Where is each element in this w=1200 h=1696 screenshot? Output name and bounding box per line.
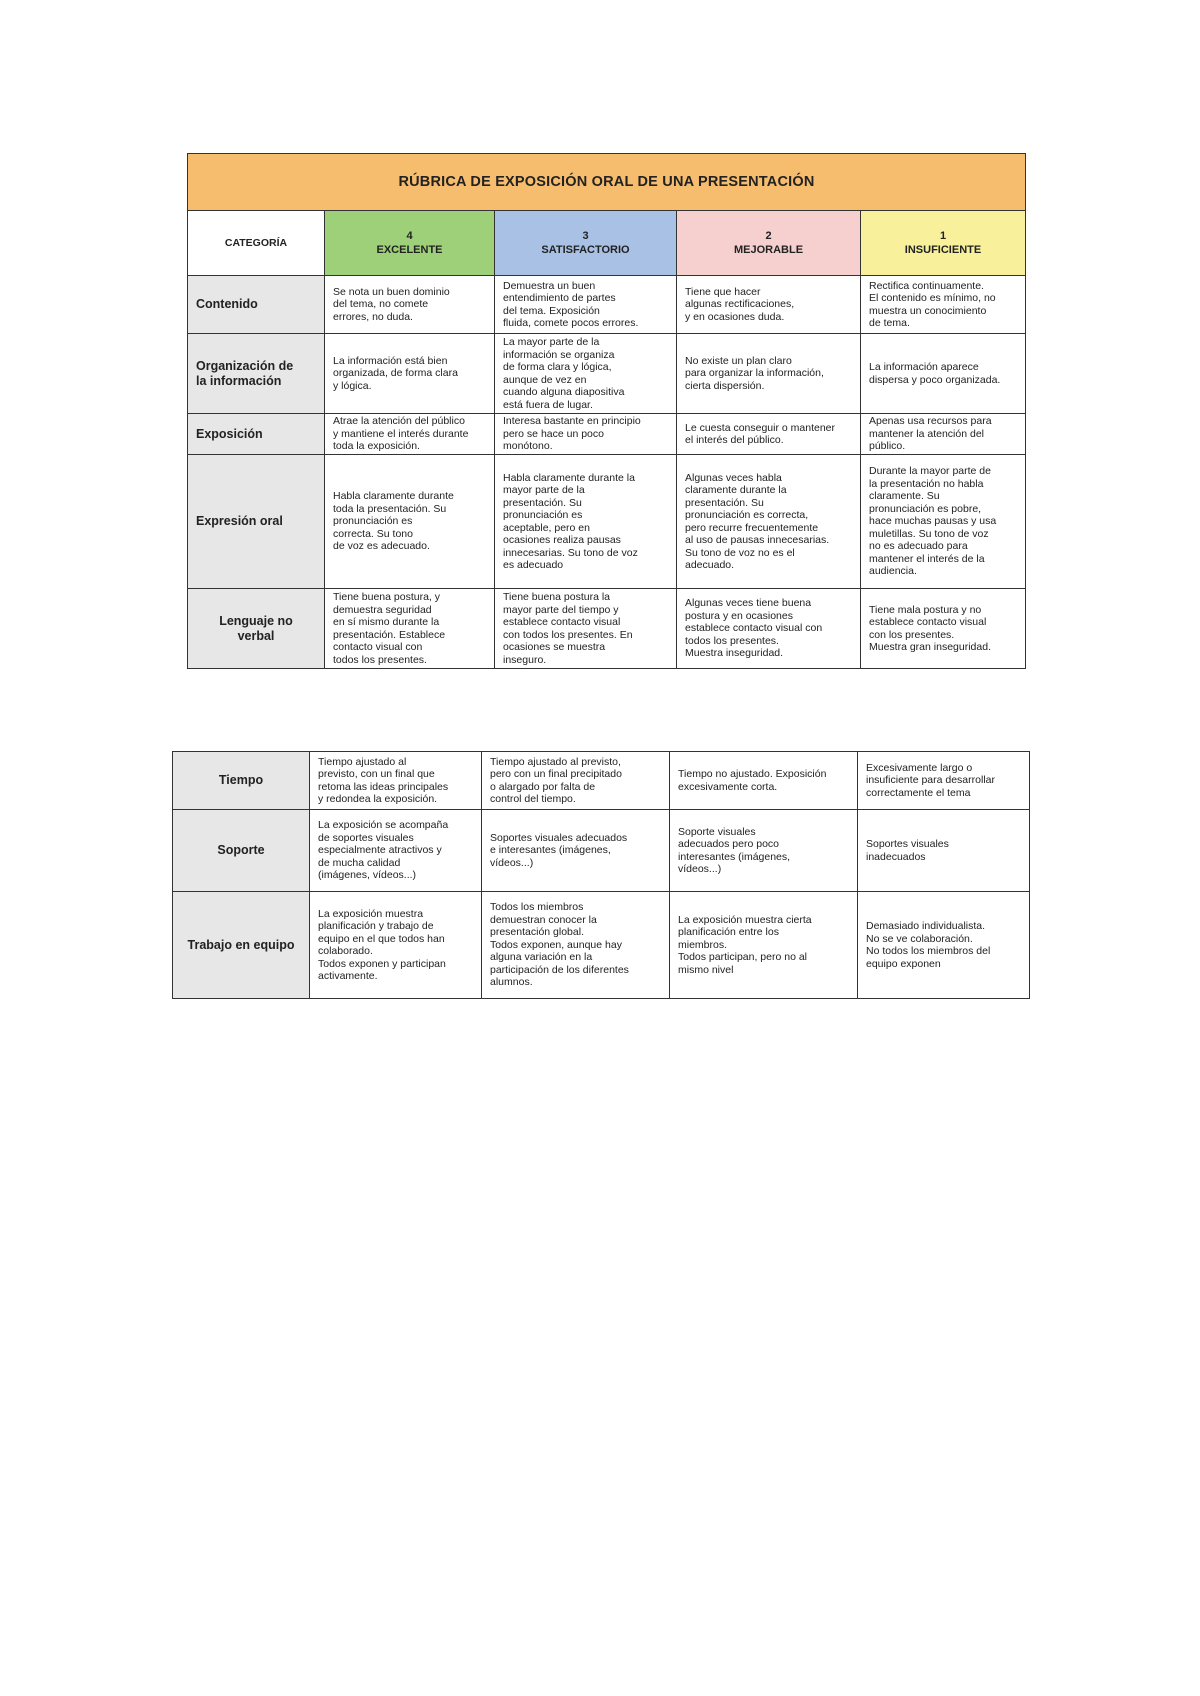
level-label: SATISFACTORIO <box>541 244 630 256</box>
rubric-row-contenido <box>188 276 1026 334</box>
descriptor-cell: Algunas veces habla claramente durante la presentación. Su pronunciación es correcta, pero recurre frecuentemente al uso de pausas innecesarias. Su tono de voz no es el adecuado. <box>677 455 861 589</box>
level-satisfactorio-header <box>495 211 677 276</box>
descriptor-cell: No existe un plan claro para organizar la información, cierta dispersión. <box>677 334 861 414</box>
descriptor-cell: Demuestra un buen entendimiento de partes del tema. Exposición fluida, comete pocos errores. <box>495 276 677 334</box>
descriptor-cell: La mayor parte de la información se organiza de forma clara y lógica, aunque de vez en cuando alguna diapositiva está fuera de lugar. <box>495 334 677 414</box>
descriptor-cell: La exposición se acompaña de soportes visuales especialmente atractivos y de mucha calidad (imágenes, vídeos...) <box>310 810 482 892</box>
level-number: 3 <box>582 230 589 242</box>
descriptor-cell: Atrae la atención del público y mantiene el interés durante toda la exposición. <box>325 414 495 455</box>
level-insuficiente-header <box>861 211 1026 276</box>
level-excelente-header <box>325 211 495 276</box>
descriptor-cell: Habla claramente durante la mayor parte de la presentación. Su pronunciación es aceptable, pero en ocasiones realiza pausas innecesarias. Su tono de voz es adecuado <box>495 455 677 589</box>
level-label: EXCELENTE <box>376 244 443 256</box>
descriptor-cell: Durante la mayor parte de la presentación no habla claramente. Su pronunciación es pobre, hace muchas pausas y usa muletillas. Su tono de voz no es adecuado para mantener el interés de la audiencia. <box>861 455 1026 589</box>
level-number: 1 <box>939 230 947 242</box>
descriptor-cell: Interesa bastante en principio pero se hace un poco monótono. <box>495 414 677 455</box>
descriptor-cell: La exposición muestra planificación y trabajo de equipo en el que todos han colaborado. Todos exponen y participan activamente. <box>310 892 482 999</box>
rubric-row-trabajo-en-equipo <box>173 892 1030 999</box>
rubric-title: RÚBRICA DE EXPOSICIÓN ORAL DE UNA PRESENTACIÓN <box>188 154 1026 211</box>
category-cell: Contenido <box>188 276 325 334</box>
descriptor-cell: Le cuesta conseguir o mantener el interés del público. <box>677 414 861 455</box>
descriptor-cell: Habla claramente durante toda la presentación. Su pronunciación es correcta. Su tono de voz es adecuado. <box>325 455 495 589</box>
descriptor-cell: Tiene buena postura, y demuestra seguridad en sí mismo durante la presentación. Establece contacto visual con todos los presentes. <box>325 589 495 669</box>
rubric-row-exposicion <box>188 414 1026 455</box>
descriptor-cell: La información está bien organizada, de forma clara y lógica. <box>325 334 495 414</box>
rubric-row-expresion-oral <box>188 455 1026 589</box>
rubric-table <box>187 153 1026 669</box>
rubric-row-tiempo <box>173 752 1030 810</box>
descriptor-cell: Soporte visuales adecuados pero poco interesantes (imágenes, vídeos...) <box>670 810 858 892</box>
descriptor-cell: Excesivamente largo o insuficiente para desarrollar correctamente el tema <box>858 752 1030 810</box>
rubric-row-lenguaje-no-verbal <box>188 589 1026 669</box>
category-cell: Lenguaje no verbal <box>188 589 325 669</box>
descriptor-cell: Rectifica continuamente. El contenido es mínimo, no muestra un conocimiento de tema. <box>861 276 1026 334</box>
level-mejorable-header <box>677 211 861 276</box>
category-cell: Tiempo <box>173 752 310 810</box>
level-number: 2 <box>765 230 772 242</box>
descriptor-cell: Tiene mala postura y no establece contacto visual con los presentes. Muestra gran inseguridad. <box>861 589 1026 669</box>
descriptor-cell: Soportes visuales inadecuados <box>858 810 1030 892</box>
descriptor-cell: La exposición muestra cierta planificación entre los miembros. Todos participan, pero no al mismo nivel <box>670 892 858 999</box>
rubric-row-soporte <box>173 810 1030 892</box>
rubric-row-organizacion <box>188 334 1026 414</box>
descriptor-cell: Tiene que hacer algunas rectificaciones, y en ocasiones duda. <box>677 276 861 334</box>
descriptor-cell: Soportes visuales adecuados e interesantes (imágenes, vídeos...) <box>482 810 670 892</box>
descriptor-cell: Algunas veces tiene buena postura y en ocasiones establece contacto visual con todos los presentes. Muestra inseguridad. <box>677 589 861 669</box>
level-label: INSUFICIENTE <box>904 244 982 256</box>
category-header: CATEGORÍA <box>188 211 325 276</box>
category-cell: Soporte <box>173 810 310 892</box>
descriptor-cell: La información aparece dispersa y poco organizada. <box>861 334 1026 414</box>
level-number: 4 <box>406 230 413 242</box>
rubric-table-continued <box>172 751 1030 999</box>
descriptor-cell: Tiene buena postura la mayor parte del tiempo y establece contacto visual con todos los presentes. En ocasiones se muestra inseguro. <box>495 589 677 669</box>
category-cell: Trabajo en equipo <box>173 892 310 999</box>
descriptor-cell: Demasiado individualista. No se ve colaboración. No todos los miembros del equipo exponen <box>858 892 1030 999</box>
descriptor-cell: Tiempo ajustado al previsto, pero con un final precipitado o alargado por falta de control del tiempo. <box>482 752 670 810</box>
descriptor-cell: Tiempo ajustado al previsto, con un final que retoma las ideas principales y redondea la exposición. <box>310 752 482 810</box>
descriptor-cell: Todos los miembros demuestran conocer la presentación global. Todos exponen, aunque hay alguna variación en la participación de los diferentes alumnos. <box>482 892 670 999</box>
descriptor-cell: Apenas usa recursos para mantener la atención del público. <box>861 414 1026 455</box>
category-cell: Exposición <box>188 414 325 455</box>
level-label: MEJORABLE <box>733 244 804 256</box>
category-cell: Expresión oral <box>188 455 325 589</box>
descriptor-cell: Se nota un buen dominio del tema, no comete errores, no duda. <box>325 276 495 334</box>
rubric-header-row <box>188 211 1026 276</box>
category-cell: Organización de la información <box>188 334 325 414</box>
descriptor-cell: Tiempo no ajustado. Exposición excesivamente corta. <box>670 752 858 810</box>
